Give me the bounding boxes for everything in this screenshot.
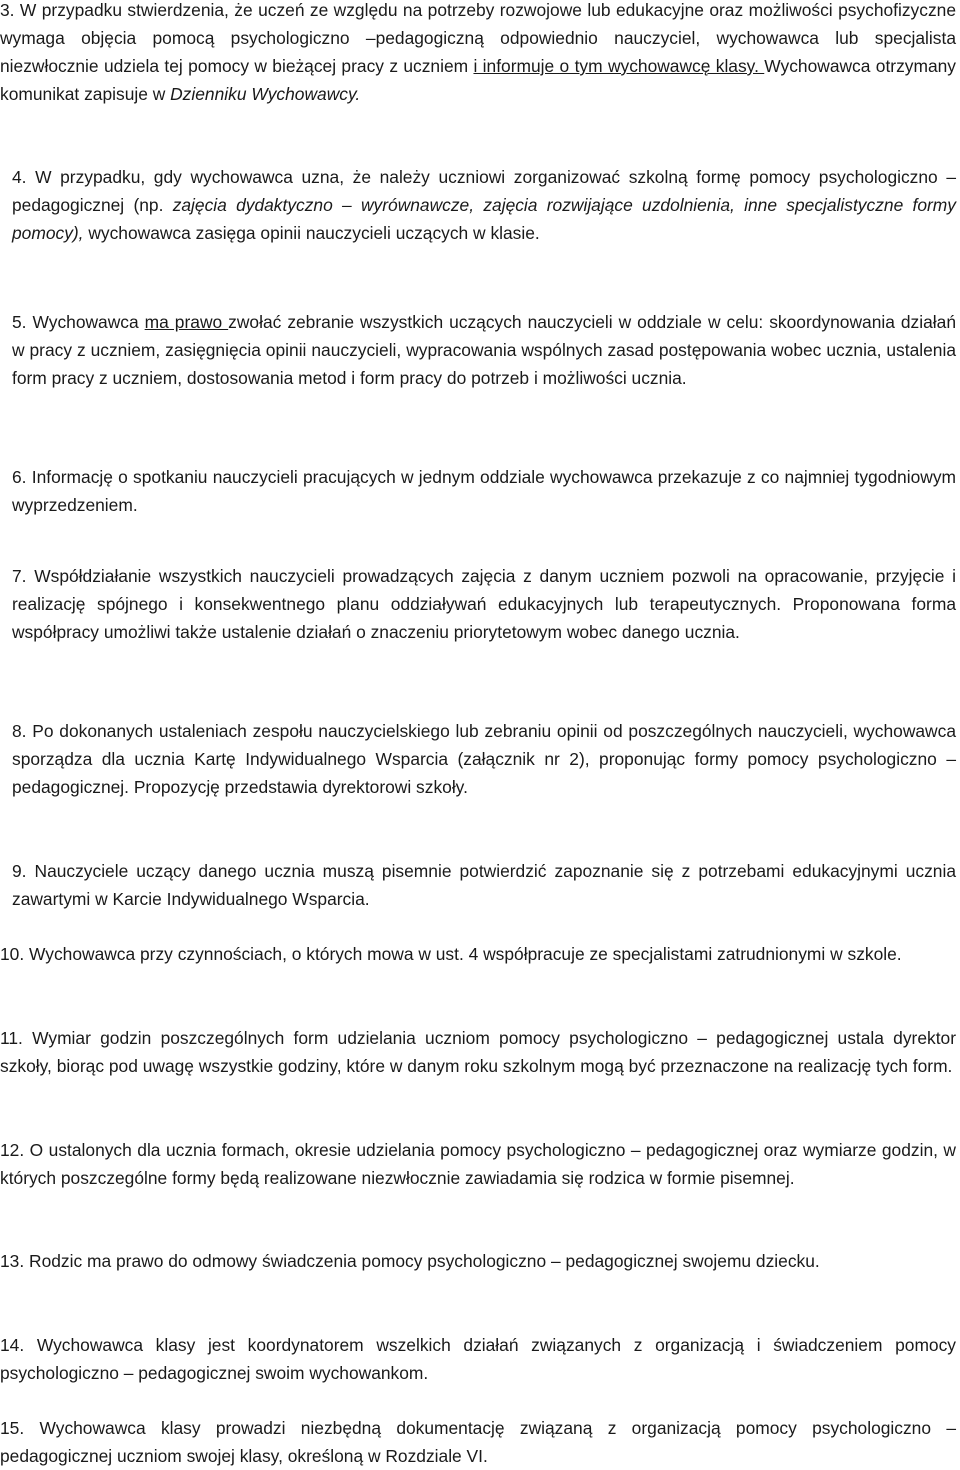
paragraph-number: 6.: [12, 467, 27, 487]
paragraph-number: 12.: [0, 1140, 25, 1160]
paragraph-number: 3.: [0, 0, 15, 20]
paragraph-number: 15.: [0, 1418, 25, 1438]
paragraph-number: 4.: [12, 167, 27, 187]
paragraph-10: 10. Wychowawca przy czynnościach, o których mowa w ust. 4 współpracuje ze specjalistami zatrudnionymi w szkole.: [0, 944, 902, 964]
paragraph-number: 14.: [0, 1335, 25, 1355]
paragraph-14: 14. Wychowawca klasy jest koordynatorem wszelkich działań związanych z organizacją i świadczeniem pomocy psychologiczno – pedagogicznej swoim wychowankom.: [0, 1335, 956, 1383]
paragraph-number: 10.: [0, 944, 25, 964]
paragraph-number: 9.: [12, 861, 27, 881]
paragraph-number: 13.: [0, 1251, 25, 1271]
paragraph-8: 8. Po dokonanych ustaleniach zespołu nauczycielskiego lub zebraniu opinii od poszczególnych nauczycieli, wychowawca sporządza dla ucznia Kartę Indywidualnego Wsparcia (załącznik nr 2), proponując formy pomocy psychologiczno –pedagogicznej. Propozycję przedstawia dyrektorowi szkoły.: [12, 721, 956, 797]
paragraph-11: 11. Wymiar godzin poszczególnych form udzielania uczniom pomocy psychologiczno – pedagogicznej ustala dyrektor szkoły, biorąc pod uwagę wszystkie godziny, które w danym roku szkolnym mogą być przeznaczone na realizację tych form.: [0, 1028, 956, 1076]
paragraph-5: 5. Wychowawca ma prawo zwołać zebranie wszystkich uczących nauczycieli w oddziale w celu: skoordynowania działań w pracy z uczniem, zasięgnięcia opinii nauczycieli, wypracowania wspólnych zasad postępowania wobec ucznia, ustalenia form pracy z uczniem, dostosowania metod i form pracy do potrzeb i możliwości ucznia.: [12, 312, 956, 388]
paragraph-number: 11.: [0, 1028, 23, 1048]
paragraph-4: 4. W przypadku, gdy wychowawca uzna, że należy uczniowi zorganizować szkolną formę pomocy psychologiczno – pedagogicznej (np. zajęcia dydaktyczno – wyrównawcze, zajęcia rozwijające uzdolnienia, inne specjalistyczne formy pomocy), wychowawca zasięga opinii nauczycieli uczących w klasie.: [12, 167, 956, 243]
paragraph-7: 7. Współdziałanie wszystkich nauczycieli prowadzących zajęcia z danym uczniem pozwoli na opracowanie, przyjęcie i realizację spójnego i konsekwentnego planu oddziaływań edukacyjnych lub terapeutycznych. Proponowana forma współpracy umożliwi także ustalenie działań o znaczeniu priorytetowym wobec danego ucznia.: [12, 566, 956, 642]
paragraph-number: 8.: [12, 721, 27, 741]
paragraph-number: 5.: [12, 312, 27, 332]
paragraph-3: 3. W przypadku stwierdzenia, że uczeń ze względu na potrzeby rozwojowe lub edukacyjne oraz możliwości psychofizyczne wymaga objęcia pomocą psychologiczno –pedagogiczną odpowiednio nauczyciel, wychowawca lub specjalista niezwłocznie udziela tej pomocy w bieżącej pracy z uczniem i informuje o tym wychowawcę klasy. Wychowawca otrzymany komunikat zapisuje w Dzienniku Wychowawcy.: [0, 0, 956, 104]
paragraph-number: 7.: [12, 566, 27, 586]
paragraph-6: 6. Informację o spotkaniu nauczycieli pracujących w jednym oddziale wychowawca przekazuje z co najmniej tygodniowym wyprzedzeniem.: [12, 467, 956, 515]
paragraph-15: 15. Wychowawca klasy prowadzi niezbędną dokumentację związaną z organizacją pomocy psychologiczno – pedagogicznej uczniom swojej klasy, określoną w Rozdziale VI.: [0, 1418, 956, 1466]
paragraph-9: 9. Nauczyciele uczący danego ucznia muszą pisemnie potwierdzić zapoznanie się z potrzebami edukacyjnymi ucznia zawartymi w Karcie Indywidualnego Wsparcia.: [12, 861, 956, 909]
paragraph-12: 12. O ustalonych dla ucznia formach, okresie udzielania pomocy psychologiczno – pedagogicznej oraz wymiarze godzin, w których poszczególne formy będą realizowane niezwłocznie zawiadamia się rodzica w formie pisemnej.: [0, 1140, 956, 1188]
paragraph-13: 13. Rodzic ma prawo do odmowy świadczenia pomocy psychologiczno – pedagogicznej swojemu dziecku.: [0, 1251, 820, 1271]
